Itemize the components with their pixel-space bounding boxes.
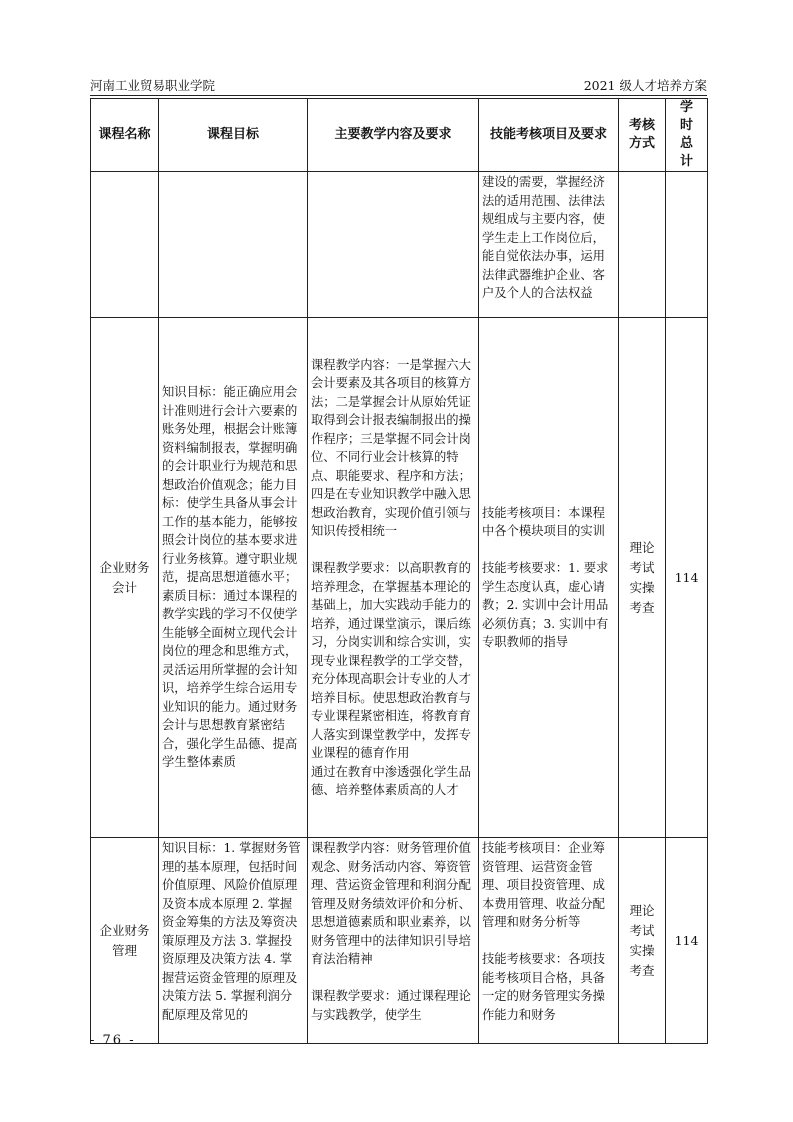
skill-assessment-cell: 技能考核项目：企业筹资管理、运营资金管理、项目投资管理、成本费用管理、收益分配管理和财务分析等 技能考核要求：各项技能考核项目合格，具备一定的财务管理实务操作能力和财务 [479, 838, 619, 1044]
page-number: - 76 - [90, 1033, 136, 1048]
curriculum-table [90, 98, 708, 1044]
assessment-method-cell: 理论考试实操考查 [619, 838, 666, 1044]
header-plan-title: 2021 级人才培养方案 [583, 78, 707, 93]
column-header-course-name: 课程名称 [91, 99, 159, 172]
skill-assessment-cell: 技能考核项目：本课程中各个模块项目的实训 技能考核要求：1. 要求学生态度认真，虚心请教；2. 实训中会计用品必须仿真；3. 实训中有专职教师的指导 [479, 318, 619, 838]
table-row [91, 172, 708, 318]
teaching-content-cell: 课程教学内容：一是掌握六大会计要素及其各项目的核算方法；二是掌握会计从原始凭证取得到会计报表编制报出的操作程序；三是掌握不同会计岗位、不同行业会计核算的特点、职能要求、程序和方法；四是在专业知识教学中融入思想政治教育，实现价值引领与知识传授相统一 课程教学要求：以高职教育的培养理念，在掌握基本理论的基础上，加大实践动手能力的培养，通过课堂演示，课后练习，分岗实训和综合实训，实现专业课程教学的工学交替，充分体现高职会计专业的人才培养目标。使思想政治教育与专业课程紧密相连，将教育育人落实到课堂教学中，发挥专业课程的德育作用 通过在教育中渗透强化学生品德、培养整体素质高的人才 [308, 318, 479, 838]
column-header-total-hours: 学时总计 [666, 99, 708, 172]
course-goal-cell: 知识目标：能正确应用会计准则进行会计六要素的账务处理，根据会计账簿资料编制报表，掌握明确的会计职业行为规范和思想政治价值观念；能力目标：使学生具备从事会计工作的基本能力，能够按照会计岗位的基本要求进行业务核算。遵守职业规范，提高思想道德水平；素质目标：通过本课程的教学实践的学习不仅使学生能够全面树立现代会计岗位的理念和思维方式，灵活运用所掌握的会计知识，培养学生综合运用专业知识的能力。通过财务会计与思想教育紧密结合，强化学生品德、提高学生整体素质 [159, 318, 308, 838]
course-name-cell [91, 172, 159, 318]
course-name-cell: 企业财务会计 [91, 318, 159, 838]
column-header-course-goal: 课程目标 [159, 99, 308, 172]
teaching-content-cell: 课程教学内容：财务管理价值观念、财务活动内容、筹资管理、营运资金管理和利润分配管理及财务绩效评价和分析、思想道德素质和职业素养，以财务管理中的法律知识引导培育法治精神 课程教学要求：通过课程理论与实践教学，使学生 [308, 838, 479, 1044]
assessment-method-cell [619, 172, 666, 318]
total-hours-cell [666, 172, 708, 318]
table-row [91, 318, 708, 838]
course-name-cell: 企业财务管理 [91, 838, 159, 1044]
column-header-assessment-method: 考核方式 [619, 99, 666, 172]
course-goal-cell: 知识目标：1. 掌握财务管理的基本原理，包括时间价值原理、风险价值原理及资本成本原理 2. 掌握资金筹集的方法及筹资决策原理及方法 3. 掌握投资原理及决策方法 4. 掌握营运资金管理的原理及决策方法 5. 掌握利润分配原理及常见的 [159, 838, 308, 1044]
teaching-content-cell [308, 172, 479, 318]
header-divider [90, 95, 707, 96]
table-header-row [91, 99, 708, 172]
total-hours-cell: 114 [666, 318, 708, 838]
total-hours-cell: 114 [666, 838, 708, 1044]
column-header-skill-assessment: 技能考核项目及要求 [479, 99, 619, 172]
course-goal-cell [159, 172, 308, 318]
assessment-method-cell: 理论考试实操考查 [619, 318, 666, 838]
skill-assessment-cell: 建设的需要，掌握经济法的适用范围、法律法规组成与主要内容，使学生走上工作岗位后，能自觉依法办事，运用法律武器维护企业、客户及个人的合法权益 [479, 172, 619, 318]
table-row [91, 838, 708, 1044]
column-header-teaching-content: 主要教学内容及要求 [308, 99, 479, 172]
header-school-name: 河南工业贸易职业学院 [90, 78, 216, 93]
